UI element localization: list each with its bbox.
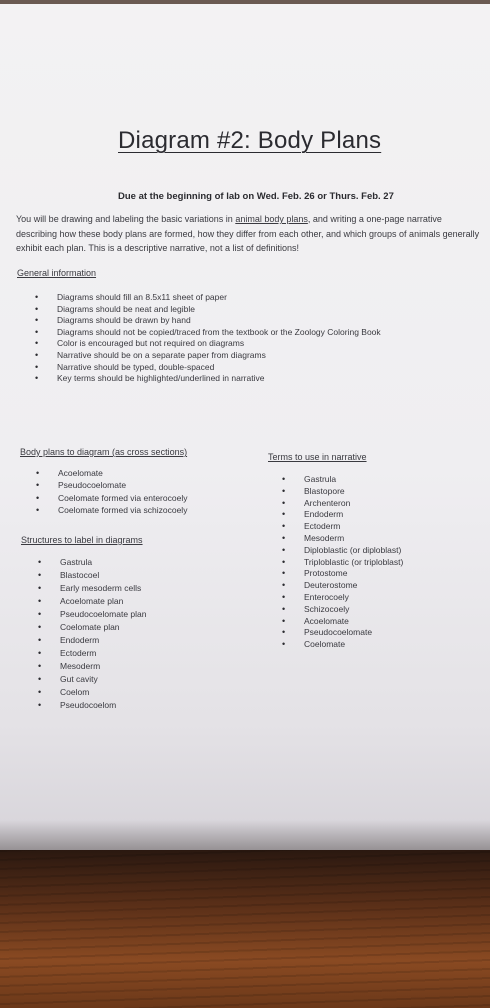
list-item: • Diagrams should be neat and legible: [35, 304, 381, 316]
list-item: • Archenteron: [282, 498, 403, 510]
list-item: • Coelomate formed via enterocoely: [36, 492, 187, 504]
list-item: • Endoderm: [282, 509, 403, 521]
list-item: • Coelomate plan: [38, 621, 146, 634]
list-item: • Blastopore: [282, 486, 403, 498]
list-item: • Ectoderm: [38, 647, 146, 660]
list-item: • Blastocoel: [38, 569, 146, 582]
wooden-table-surface: [0, 850, 490, 1008]
list-item: • Endoderm: [38, 634, 146, 647]
list-item: • Diagrams should fill an 8.5x11 sheet of paper: [35, 292, 381, 304]
list-item: • Narrative should be on a separate paper from diagrams: [35, 350, 381, 362]
list-item: • Acoelomate: [282, 616, 403, 628]
intro-paragraph: [16, 212, 482, 256]
list-item: • Gastrula: [38, 556, 146, 569]
list-item: • Triploblastic (or triploblast): [282, 557, 403, 569]
list-item: • Coelom: [38, 686, 146, 699]
list-item: • Protostome: [282, 568, 403, 580]
list-item: • Diploblastic (or diploblast): [282, 545, 403, 557]
list-item: • Mesoderm: [282, 533, 403, 545]
list-item: • Diagrams should be drawn by hand: [35, 315, 381, 327]
list-item: • Key terms should be highlighted/underlined in narrative: [35, 373, 381, 385]
body-plans-heading: Body plans to diagram (as cross sections): [20, 447, 188, 457]
list-item: • Narrative should be typed, double-spaced: [35, 362, 381, 374]
structures-list: [38, 556, 146, 712]
list-item: • Enterocoely: [282, 592, 403, 604]
general-information-heading: General information: [17, 268, 97, 278]
list-item: • Acoelomate: [36, 467, 187, 479]
list-item: • Early mesoderm cells: [38, 582, 146, 595]
list-item: • Coelomate: [282, 639, 403, 651]
intro-underlined-phrase: animal body plans: [235, 214, 308, 224]
intro-text-before: You will be drawing and labeling the basic variations in: [16, 214, 236, 224]
list-item: • Pseudocoelomate plan: [38, 608, 146, 621]
document-title: Diagram #2: Body Plans: [118, 127, 382, 154]
list-item: • Mesoderm: [38, 660, 146, 673]
due-date-line: Due at the beginning of lab on Wed. Feb. 26 or Thurs. Feb. 27: [118, 191, 394, 202]
list-item: • Acoelomate plan: [38, 595, 146, 608]
list-item: • Ectoderm: [282, 521, 403, 533]
body-plans-list: [36, 467, 187, 516]
list-item: • Gastrula: [282, 474, 403, 486]
list-item: • Diagrams should not be copied/traced from the textbook or the Zoology Coloring Book: [35, 327, 381, 339]
structures-heading: Structures to label in diagrams: [21, 535, 143, 545]
list-item: • Gut cavity: [38, 673, 146, 686]
terms-list: [282, 474, 403, 651]
general-information-list: [35, 292, 381, 385]
list-item: • Pseudocoelomate: [282, 627, 403, 639]
intro-text-after: , and writing a one-page narrative describing how these body plans are formed, how they differ from each other, and which groups of animals generally exhibit each plan. This is a descriptive narrative, not a list of definitions!: [16, 214, 480, 253]
list-item: • Schizocoely: [282, 604, 403, 616]
terms-heading: Terms to use in narrative: [268, 452, 367, 462]
list-item: • Pseudocoelom: [38, 699, 146, 712]
list-item: • Pseudocoelomate: [36, 479, 187, 491]
list-item: • Color is encouraged but not required on diagrams: [35, 338, 381, 350]
list-item: • Coelomate formed via schizocoely: [36, 504, 187, 516]
list-item: • Deuterostome: [282, 580, 403, 592]
